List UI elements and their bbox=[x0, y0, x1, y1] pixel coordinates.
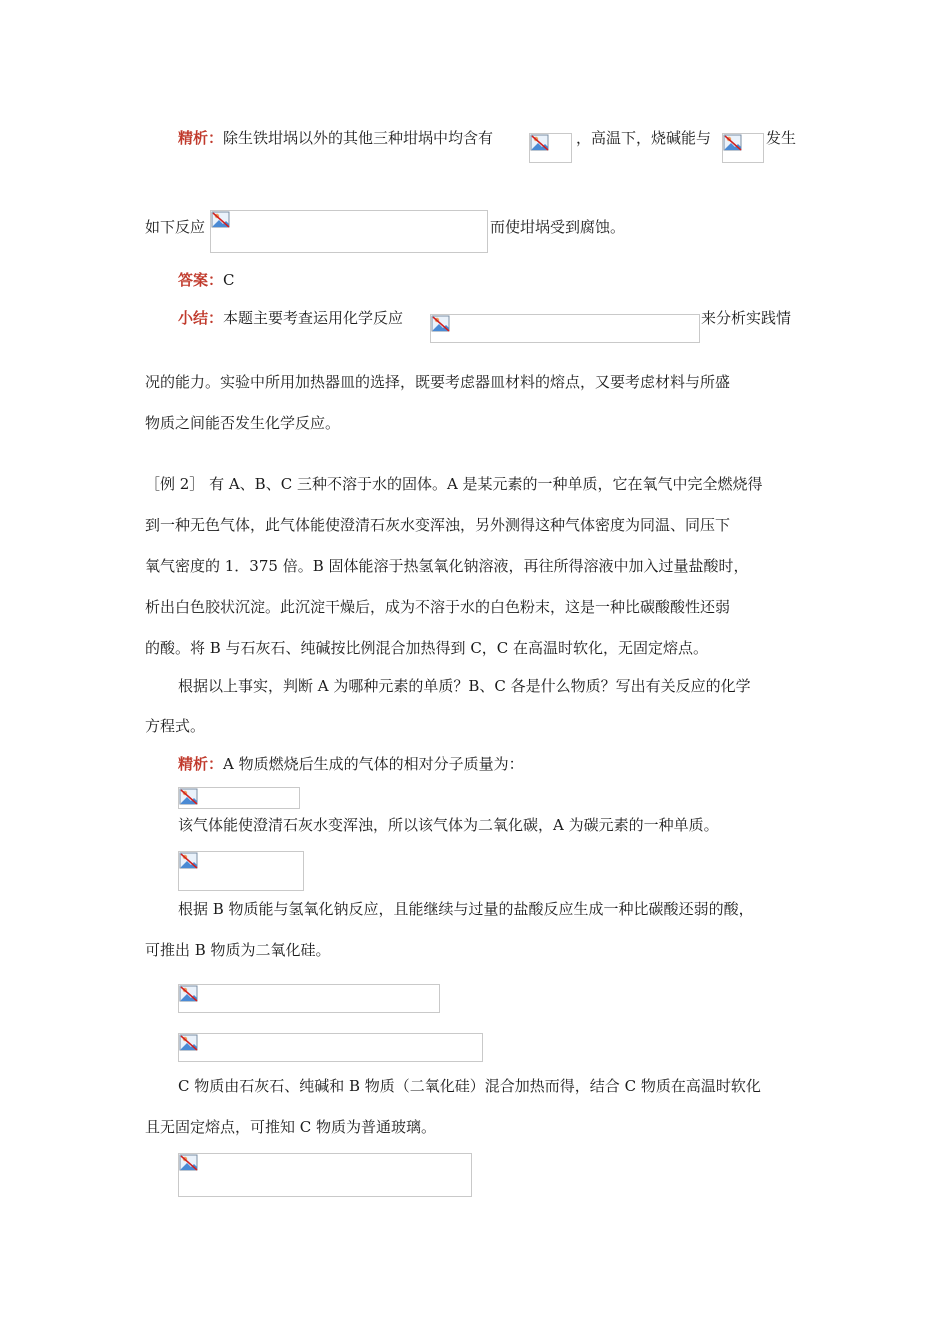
formula-image bbox=[178, 787, 300, 809]
summary-text: 本题主要考查运用化学反应 bbox=[223, 309, 404, 327]
summary-label: 小结： bbox=[178, 309, 224, 327]
broken-image-icon bbox=[530, 134, 550, 152]
analysis-paragraph-line-1 bbox=[178, 128, 493, 148]
broken-image-icon bbox=[179, 852, 199, 870]
c-reasoning-2: 且无固定熔点，可推知 C 物质为普通玻璃。 bbox=[145, 1118, 437, 1136]
analysis-text-2: ，高温下，烧碱能与 bbox=[576, 129, 712, 147]
question-line-2: 方程式。 bbox=[145, 717, 206, 735]
example-line: 氧气密度的 1．375 倍。B 固体能溶于热氢氧化钠溶液，再往所得溶液中加入过量盐酸时， bbox=[145, 557, 749, 575]
example-line: 到一种无色气体，此气体能使澄清石灰水变浑浊，另外测得这种气体密度为同温、同压下 bbox=[145, 516, 731, 534]
broken-image-icon bbox=[179, 788, 199, 806]
reaction-equation-image bbox=[210, 210, 488, 253]
broken-image-icon bbox=[179, 985, 199, 1003]
broken-image-icon bbox=[723, 134, 743, 152]
analysis2-text: A 物质燃烧后生成的气体的相对分子质量为： bbox=[223, 755, 524, 773]
example-line: 析出白色胶状沉淀。此沉淀干燥后，成为不溶于水的白色粉末，这是一种比碳酸酸性还弱 bbox=[145, 598, 731, 616]
equation-image bbox=[178, 1153, 472, 1197]
answer-value: C bbox=[223, 271, 235, 289]
example-line: ［例 2］ 有 A、B、C 三种不溶于水的固体。A 是某元素的一种单质，它在氧气中完全燃烧得 bbox=[145, 475, 763, 493]
co2-conclusion: 该气体能使澄清石灰水变浑浊，所以该气体为二氧化碳，A 为碳元素的一种单质。 bbox=[178, 816, 719, 834]
broken-image-icon bbox=[431, 315, 451, 333]
summary-line-1 bbox=[178, 308, 403, 328]
example-line: 的酸。将 B 与石灰石、纯碱按比例混合加热得到 C，C 在高温时软化，无固定熔点。 bbox=[145, 639, 709, 657]
equation-image bbox=[178, 1033, 483, 1062]
question-line-1: 根据以上事实，判断 A 为哪种元素的单质？B、C 各是什么物质？写出有关反应的化学 bbox=[178, 677, 751, 695]
summary-text-2: 来分析实践情 bbox=[701, 309, 792, 327]
analysis-text-3: 发生 bbox=[766, 129, 797, 147]
answer-line bbox=[178, 270, 235, 290]
broken-image-icon bbox=[211, 211, 231, 229]
analysis-label: 精析： bbox=[178, 129, 224, 147]
b-reasoning-1: 根据 B 物质能与氢氧化钠反应，且能继续与过量的盐酸反应生成一种比碳酸还弱的酸， bbox=[178, 900, 754, 918]
analysis2-line bbox=[178, 754, 524, 774]
analysis-text: 除生铁坩埚以外的其他三种坩埚中均含有 bbox=[223, 129, 494, 147]
analysis-text-4: 如下反应 bbox=[145, 218, 206, 236]
equation-image bbox=[178, 851, 304, 891]
broken-image-icon bbox=[179, 1154, 199, 1172]
formula-image bbox=[430, 314, 700, 343]
summary-line-2: 况的能力。实验中所用加热器皿的选择，既要考虑器皿材料的熔点，又要考虑材料与所盛 bbox=[145, 373, 731, 391]
equation-image bbox=[178, 984, 440, 1013]
summary-line-3: 物质之间能否发生化学反应。 bbox=[145, 414, 341, 432]
analysis2-label: 精析： bbox=[178, 755, 224, 773]
analysis-text-5: 而使坩埚受到腐蚀。 bbox=[490, 218, 626, 236]
answer-label: 答案： bbox=[178, 271, 224, 289]
formula-image bbox=[529, 133, 572, 163]
broken-image-icon bbox=[179, 1034, 199, 1052]
b-reasoning-2: 可推出 B 物质为二氧化硅。 bbox=[145, 941, 331, 959]
formula-image bbox=[722, 133, 764, 163]
c-reasoning-1: C 物质由石灰石、纯碱和 B 物质（二氧化硅）混合加热而得，结合 C 物质在高温时软化 bbox=[178, 1077, 761, 1095]
